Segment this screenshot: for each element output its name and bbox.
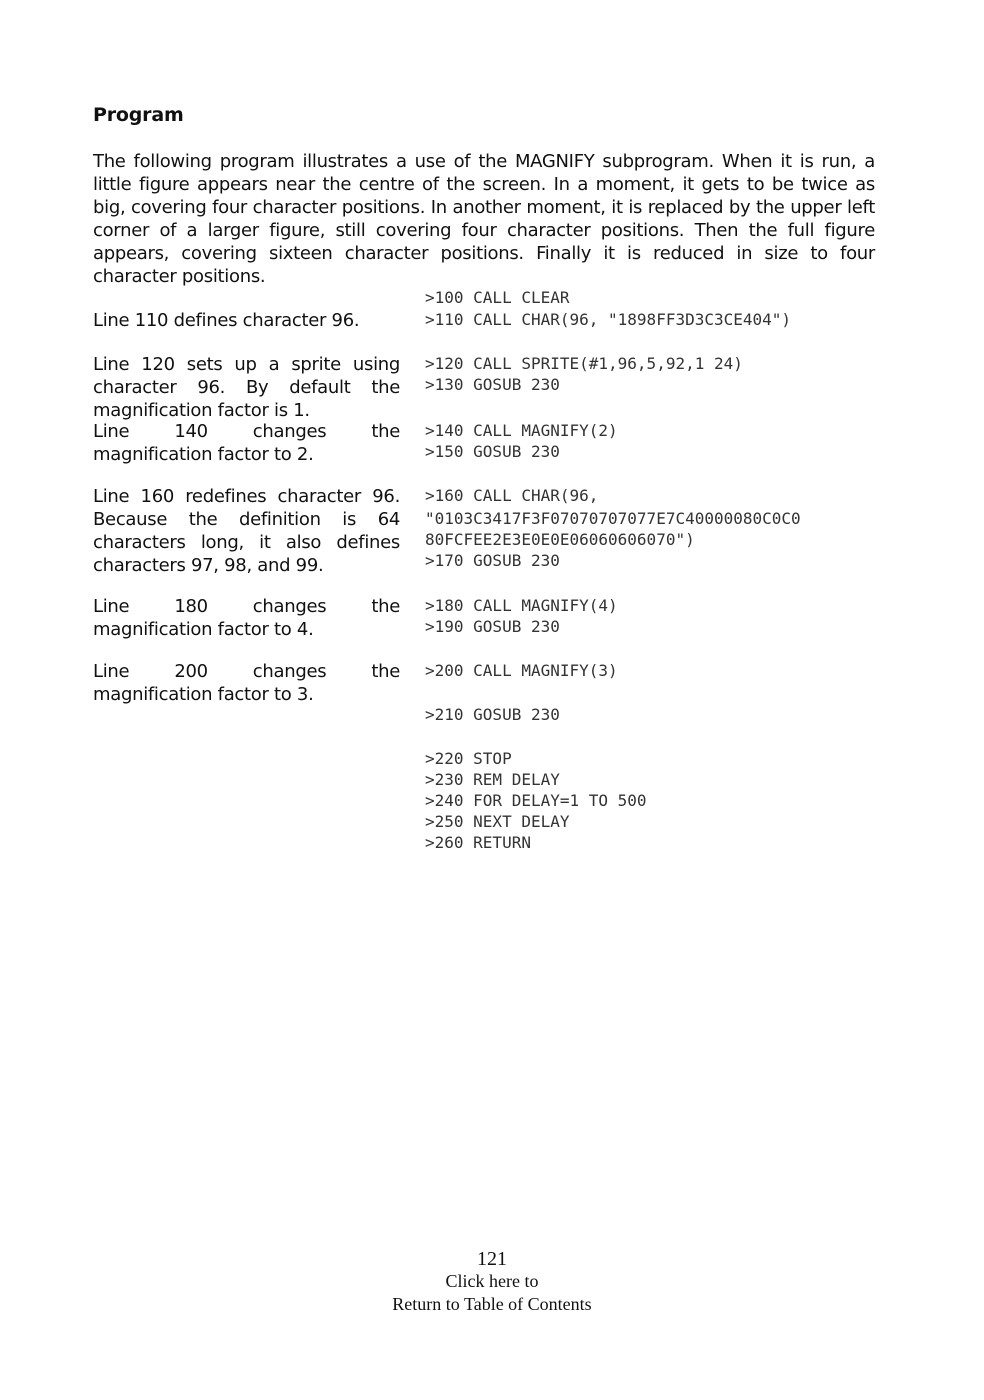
code-line: >260 RETURN [425,833,531,852]
code-line: >180 CALL MAGNIFY(4) [425,596,618,615]
toc-link-line-2[interactable]: Return to Table of Contents [392,1294,592,1314]
description-line-110: Line 110 defines character 96. [93,310,360,331]
code-line: >190 GOSUB 230 [425,617,560,636]
code-line: >210 GOSUB 230 [425,705,560,724]
code-line: >170 GOSUB 230 [425,551,560,570]
code-line: >230 REM DELAY [425,770,560,789]
code-line: >200 CALL MAGNIFY(3) [425,661,618,680]
table-of-contents-link[interactable] [0,1270,984,1316]
description-line-140: Line 140 changes the magnification factor to 2. [93,421,400,465]
toc-link-line-1[interactable]: Click here to [445,1271,539,1291]
code-line: >240 FOR DELAY=1 TO 500 [425,791,647,810]
code-line: 80FCFEE2E3E0E0E06060606070") [425,530,695,549]
description-line-160: Line 160 redefines character 96. Because the definition is 64 characters long, it also defines characters 97, 98, and 99. [93,486,400,576]
code-line: "0103C3417F3F07070707077E7C40000080C0C0 [425,509,801,528]
code-line: >110 CALL CHAR(96, "1898FF3D3C3CE404") [425,310,792,329]
intro-paragraph: The following program illustrates a use of the MAGNIFY subprogram. When it is run, a little figure appears near the centre of the screen. In a moment, it gets to be twice as big, covering four character positions. In another moment, it is replaced by the upper left corner of a larger figure, still covering four character positions. Then the full figure appears, covering sixteen character positions. Finally it is reduced in size to four character positions. [93,151,875,287]
code-line: >130 GOSUB 230 [425,375,560,394]
description-line-200: Line 200 changes the magnification factor to 3. [93,661,400,705]
description-line-120: Line 120 sets up a sprite using character 96. By default the magnification factor is 1. [93,354,400,421]
description-line-180: Line 180 changes the magnification factor to 4. [93,596,400,640]
section-heading: Program [93,104,184,126]
code-line: >160 CALL CHAR(96, [425,486,599,505]
code-line: >140 CALL MAGNIFY(2) [425,421,618,440]
code-line: >220 STOP [425,749,512,768]
code-line: >150 GOSUB 230 [425,442,560,461]
code-line: >100 CALL CLEAR [425,288,570,307]
page-number: 121 [477,1248,507,1270]
code-line: >120 CALL SPRITE(#1,96,5,92,1 24) [425,354,743,373]
code-line: >250 NEXT DELAY [425,812,570,831]
